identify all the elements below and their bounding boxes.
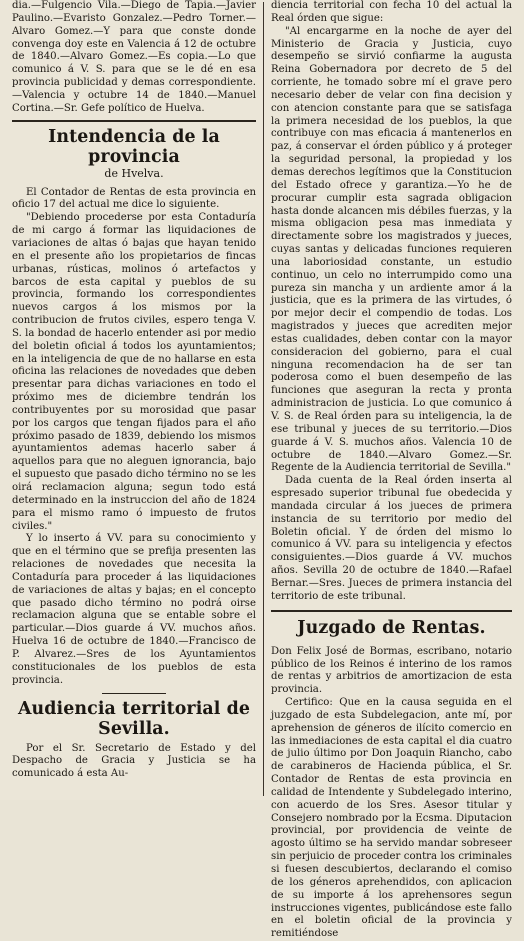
right-column — [271, 0, 512, 940]
column-divider — [263, 2, 264, 796]
dada-cuenta-paragraph: Dada cuenta de la Real órden inserta al espresado superior tribunal fue obedecida y mandada circular á los jueces de primera instancia de su territorio por medio del Boletin oficial. Y de órden del mismo lo comunico á VV. para su inteligencia y efectos consiguientes.—Dios guarde á VV. muchos años. Sevilla 20 de octubre de 1840.—Rafael Bernar.—Sres. Jueces de primera instancia del territorio de este tribunal. — [271, 475, 512, 602]
real-orden-paragraph: "Al encargarme en la noche de ayer del Ministerio de Gracia y Justicia, cuyo desempeño se sirvió confiarme la augusta Reina Gobernadora por decreto de 5 del corriente, he tomado sobre mí el grave pero necesario deber de velar con fina decision y con atencion constante para que se satisfaga la primera necesidad de los pueblos, la que contribuye con mas eficacia á mantenerlos en paz, á conservar el órden público y á proteger la seguridad personal, la propiedad y los demas derechos legítimos que la Constitucion del Estado ofrece y garantiza.—Yo he de procurar cumplir esta sagrada obligacion hasta donde alcancen mis débiles fuerzas, y la misma obligacion pesa mas inmediata y directamente sobre los magistrados y jueces, cuyas santas y delicadas funciones requieren una laboriosidad constante, un estudio continuo, un celo no interrumpido como una pureza sin mancha y un ardiente amor á la justicia, que es la primera de las virtudes, ó por mejor decir el compendio de todas. Los magistrados y jueces que acrediten mejor estas cualidades, deben contar con la mayor consideracion del gobierno, para el cual ninguna recomendacion ha de ser tan poderosa como el buen desempeño de las funciones que aseguran la recta y pronta administracion de justicia. Lo que comunico á V. S. de Real órden para su inteligencia, la de ese tribunal y jueces de su territorio.—Dios guarde á V. S. muchos años. Valencia 10 de octubre de 1840.—Alvaro Gomez.—Sr. Regente de la Audiencia territorial de Sevilla." — [271, 25, 512, 474]
juzgado-paragraph-2: Certifico: Que en la causa seguida en el juzgado de esta Subdelegacion, ante mí, por aprehension de géneros de ilícito comercio en las inmediaciones de esta capital el dia cuatro de julio último por Don Joaquin Riancho, cabo de carabineros de Hacienda pública, el Sr. Contador de Rentas de esta provincia en calidad de Intendente y Subdelegado interino, con acuerdo de los Sres. Asesor titular y Consejero nombrado por la Ecsma. Diputacion provincial, por providencia de veinte de agosto último se ha servido mandar sobreseer sin perjuicio de proceder contra los criminales si fuesen descubiertos, declarando el comiso de los géneros aprehendidos, con aplicacion de su importe á los aprehensores segun instrucciones vigentes, publicándose este fallo en el boletin oficial de la provincia y remitiéndose — [271, 697, 512, 940]
intendencia-section — [12, 127, 256, 688]
continued-paragraph-right: diencia territorial con fecha 10 del actual la Real órden que sigue: — [271, 0, 512, 24]
section-title-juzgado: Juzgado de Rentas. — [297, 617, 486, 638]
continued-paragraph: dia.—Fulgencio Vila.—Diego de Tapia.—Javier Paulino.—Evaristo Gonzalez.—Pedro Torner.—Alvaro Gomez.—Y para que conste donde convenga doy este en Valencia á 12 de octubre de 1840.—Alvaro Gomez.—Es copia.—Lo que comunico á V. S. para que se le dé en esa provincia publicidad y demas correspondiente.—Valencia y octubre 14 de 1840.—Manuel Cortina.—Sr. Gefe político de Huelva. — [12, 0, 256, 114]
left-column — [12, 0, 256, 800]
audiencia-paragraph-1: Por el Sr. Secretario de Estado y del Despacho de Gracia y Justicia se ha comunicado á esta Au- — [12, 742, 256, 780]
section-title-intendencia: Intendencia de la provincia — [48, 126, 220, 167]
intendencia-paragraph-2: "Debiendo procederse por esta Contaduría de mi cargo á formar las liquidaciones de variaciones de altas ó bajas que hayan tenido en el presente año los propietarios de fincas urbanas, rústicas, molinos ó artefactos y barcos de esta capital y pueblos de su provincia, formando los correspondientes nuevos cargos á los mismos por la contribucion de frutos civiles, espero tenga V. S. la bondad de hacerlo entender asi por medio del boletin oficial á todos los ayuntamientos; en la inteligencia de que de no hallarse en esta oficina las relaciones de novedades que deben presentar para dichas variaciones en todo el próximo mes de diciembre tendrán los contribuyentes por su morosidad que pasar por los cargos que tengan fijados para el año próximo pasado de 1839, debiendo los mismos ayuntamientos ademas hacerlo saber á aquellos para que no aleguen ignorancia, bajo el supuesto que pasado dicho término no se les oirá reclamacion alguna; segun todo está determinado en la instruccion del año de 1824 para el mismo ramo ó impuesto de frutos civiles." — [12, 212, 256, 532]
juzgado-section — [271, 618, 512, 941]
section-subtitle-intendencia: de Hvelva. — [104, 166, 164, 180]
intendencia-paragraph-1: El Contador de Rentas de esta provincia en oficio 17 del actual me dice lo siguiente. — [12, 186, 256, 211]
section-title-audiencia: Audiencia territorial de Sevilla. — [17, 698, 251, 739]
audiencia-section — [12, 699, 256, 782]
juzgado-paragraph-1: Don Felix José de Bormas, escribano, notario público de los Reinos é interino de los ramos de rentas y arbitrios de amortizacion de esta provincia. — [271, 645, 512, 696]
intendencia-paragraph-3: Y lo inserto á VV. para su conocimiento y que en el término que se prefija presenten las relaciones de novedades que necesita la Contaduría para proceder á las liquidaciones de variaciones de altas y bajas; en el concepto que pasado dicho término no podrá oirse reclamacion alguna que se entable sobre el particular.—Dios guarde á VV. muchos años. Huelva 16 de octubre de 1840.—Francisco de P. Alvarez.—Sres de los Ayuntamientos constitucionales de los pueblos de esta provincia. — [12, 533, 256, 686]
